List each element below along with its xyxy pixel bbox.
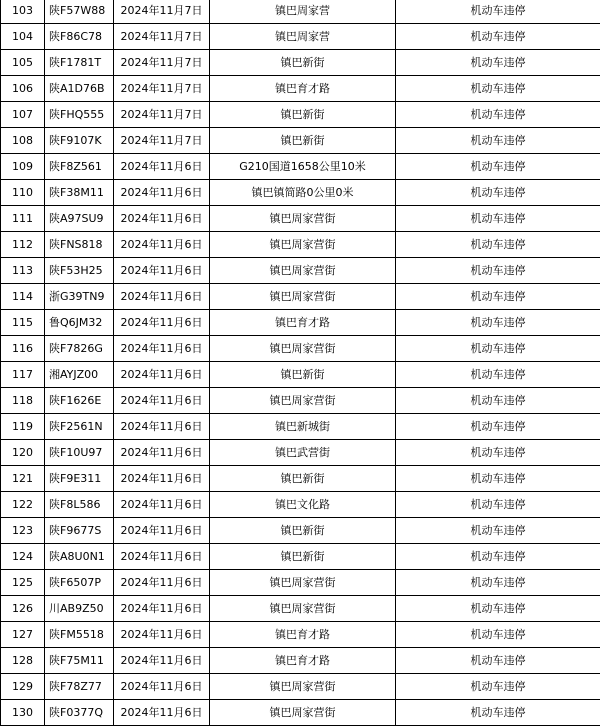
- location-cell: 镇巴育才路: [210, 622, 396, 648]
- date-cell: 2024年11月6日: [114, 232, 210, 258]
- location-cell: 镇巴周家营: [210, 0, 396, 24]
- table-row: [1, 570, 600, 596]
- violation-type-cell: 机动车违停: [396, 128, 600, 154]
- table-row: [1, 648, 600, 674]
- table-row: [1, 336, 600, 362]
- violation-type-cell: 机动车违停: [396, 674, 600, 700]
- plate-number-cell: 陕F78Z77: [45, 674, 114, 700]
- table-row: [1, 674, 600, 700]
- violation-type-cell: 机动车违停: [396, 388, 600, 414]
- record-number-cell: 130: [1, 700, 45, 726]
- date-cell: 2024年11月7日: [114, 76, 210, 102]
- record-number-cell: 123: [1, 518, 45, 544]
- table-row: [1, 206, 600, 232]
- record-number-cell: 127: [1, 622, 45, 648]
- record-number-cell: 124: [1, 544, 45, 570]
- table-row: [1, 388, 600, 414]
- record-number-cell: 118: [1, 388, 45, 414]
- table-row: [1, 24, 600, 50]
- plate-number-cell: 陕F9E311: [45, 466, 114, 492]
- plate-number-cell: 鲁Q6JM32: [45, 310, 114, 336]
- date-cell: 2024年11月6日: [114, 154, 210, 180]
- table-row: [1, 232, 600, 258]
- plate-number-cell: 陕F75M11: [45, 648, 114, 674]
- plate-number-cell: 陕F10U97: [45, 440, 114, 466]
- date-cell: 2024年11月6日: [114, 492, 210, 518]
- record-number-cell: 107: [1, 102, 45, 128]
- date-cell: 2024年11月6日: [114, 206, 210, 232]
- location-cell: 镇巴周家营街: [210, 284, 396, 310]
- violation-type-cell: 机动车违停: [396, 544, 600, 570]
- record-number-cell: 109: [1, 154, 45, 180]
- location-cell: 镇巴新街: [210, 544, 396, 570]
- violation-type-cell: 机动车违停: [396, 232, 600, 258]
- date-cell: 2024年11月6日: [114, 544, 210, 570]
- plate-number-cell: 陕F8Z561: [45, 154, 114, 180]
- violation-type-cell: 机动车违停: [396, 206, 600, 232]
- location-cell: 镇巴武营街: [210, 440, 396, 466]
- violation-type-cell: 机动车违停: [396, 492, 600, 518]
- date-cell: 2024年11月6日: [114, 414, 210, 440]
- plate-number-cell: 陕FHQ555: [45, 102, 114, 128]
- location-cell: 镇巴新街: [210, 128, 396, 154]
- date-cell: 2024年11月7日: [114, 0, 210, 24]
- table-row: [1, 180, 600, 206]
- table-row: [1, 258, 600, 284]
- date-cell: 2024年11月7日: [114, 24, 210, 50]
- record-number-cell: 105: [1, 50, 45, 76]
- record-number-cell: 111: [1, 206, 45, 232]
- record-number-cell: 122: [1, 492, 45, 518]
- date-cell: 2024年11月6日: [114, 180, 210, 206]
- violation-type-cell: 机动车违停: [396, 622, 600, 648]
- table-row: [1, 596, 600, 622]
- plate-number-cell: 陕F6507P: [45, 570, 114, 596]
- location-cell: 镇巴新街: [210, 50, 396, 76]
- date-cell: 2024年11月7日: [114, 50, 210, 76]
- record-number-cell: 108: [1, 128, 45, 154]
- plate-number-cell: 陕F2561N: [45, 414, 114, 440]
- location-cell: 镇巴育才路: [210, 76, 396, 102]
- table-row: [1, 414, 600, 440]
- record-number-cell: 117: [1, 362, 45, 388]
- plate-number-cell: 陕F7826G: [45, 336, 114, 362]
- date-cell: 2024年11月6日: [114, 596, 210, 622]
- date-cell: 2024年11月7日: [114, 102, 210, 128]
- date-cell: 2024年11月6日: [114, 362, 210, 388]
- record-number-cell: 104: [1, 24, 45, 50]
- record-number-cell: 112: [1, 232, 45, 258]
- table-row: [1, 518, 600, 544]
- plate-number-cell: 陕A97SU9: [45, 206, 114, 232]
- table-row: [1, 128, 600, 154]
- record-number-cell: 103: [1, 0, 45, 24]
- plate-number-cell: 浙G39TN9: [45, 284, 114, 310]
- location-cell: 镇巴周家营街: [210, 336, 396, 362]
- location-cell: 镇巴新街: [210, 102, 396, 128]
- violation-type-cell: 机动车违停: [396, 24, 600, 50]
- plate-number-cell: 陕F0377Q: [45, 700, 114, 726]
- date-cell: 2024年11月6日: [114, 440, 210, 466]
- records-body: [1, 0, 600, 726]
- plate-number-cell: 陕F57W88: [45, 0, 114, 24]
- table-row: [1, 700, 600, 726]
- plate-number-cell: 陕FNS818: [45, 232, 114, 258]
- record-number-cell: 116: [1, 336, 45, 362]
- table-row: [1, 154, 600, 180]
- location-cell: 镇巴周家营街: [210, 258, 396, 284]
- plate-number-cell: 陕F1781T: [45, 50, 114, 76]
- table-row: [1, 0, 600, 24]
- violation-type-cell: 机动车违停: [396, 102, 600, 128]
- date-cell: 2024年11月7日: [114, 128, 210, 154]
- table-row: [1, 76, 600, 102]
- violation-type-cell: 机动车违停: [396, 570, 600, 596]
- violation-type-cell: 机动车违停: [396, 76, 600, 102]
- record-number-cell: 121: [1, 466, 45, 492]
- record-number-cell: 106: [1, 76, 45, 102]
- plate-number-cell: 陕F86C78: [45, 24, 114, 50]
- location-cell: G210国道1658公里10米: [210, 154, 396, 180]
- violation-type-cell: 机动车违停: [396, 362, 600, 388]
- location-cell: 镇巴周家营街: [210, 596, 396, 622]
- location-cell: 镇巴新街: [210, 466, 396, 492]
- date-cell: 2024年11月6日: [114, 284, 210, 310]
- table-row: [1, 544, 600, 570]
- location-cell: 镇巴新城街: [210, 414, 396, 440]
- violation-type-cell: 机动车违停: [396, 518, 600, 544]
- plate-number-cell: 陕A1D76B: [45, 76, 114, 102]
- date-cell: 2024年11月6日: [114, 466, 210, 492]
- record-number-cell: 113: [1, 258, 45, 284]
- plate-number-cell: 陕FM5518: [45, 622, 114, 648]
- table-row: [1, 50, 600, 76]
- location-cell: 镇巴周家营街: [210, 206, 396, 232]
- violation-type-cell: 机动车违停: [396, 648, 600, 674]
- location-cell: 镇巴育才路: [210, 310, 396, 336]
- violation-type-cell: 机动车违停: [396, 700, 600, 726]
- violation-type-cell: 机动车违停: [396, 50, 600, 76]
- plate-number-cell: 湘AYJZ00: [45, 362, 114, 388]
- date-cell: 2024年11月6日: [114, 310, 210, 336]
- location-cell: 镇巴周家营: [210, 24, 396, 50]
- record-number-cell: 129: [1, 674, 45, 700]
- date-cell: 2024年11月6日: [114, 518, 210, 544]
- location-cell: 镇巴周家营街: [210, 700, 396, 726]
- record-number-cell: 120: [1, 440, 45, 466]
- violation-type-cell: 机动车违停: [396, 0, 600, 24]
- location-cell: 镇巴镇简路0公里0米: [210, 180, 396, 206]
- violation-type-cell: 机动车违停: [396, 336, 600, 362]
- plate-number-cell: 陕F38M11: [45, 180, 114, 206]
- date-cell: 2024年11月6日: [114, 622, 210, 648]
- violation-type-cell: 机动车违停: [396, 154, 600, 180]
- plate-number-cell: 陕F9107K: [45, 128, 114, 154]
- record-number-cell: 126: [1, 596, 45, 622]
- table-row: [1, 102, 600, 128]
- table-row: [1, 492, 600, 518]
- violation-type-cell: 机动车违停: [396, 284, 600, 310]
- table-row: [1, 310, 600, 336]
- violation-type-cell: 机动车违停: [396, 310, 600, 336]
- date-cell: 2024年11月6日: [114, 570, 210, 596]
- location-cell: 镇巴育才路: [210, 648, 396, 674]
- date-cell: 2024年11月6日: [114, 388, 210, 414]
- violation-type-cell: 机动车违停: [396, 466, 600, 492]
- plate-number-cell: 陕A8U0N1: [45, 544, 114, 570]
- date-cell: 2024年11月6日: [114, 648, 210, 674]
- location-cell: 镇巴周家营街: [210, 232, 396, 258]
- location-cell: 镇巴周家营街: [210, 674, 396, 700]
- location-cell: 镇巴新街: [210, 362, 396, 388]
- plate-number-cell: 陕F8L586: [45, 492, 114, 518]
- record-number-cell: 128: [1, 648, 45, 674]
- plate-number-cell: 川AB9Z50: [45, 596, 114, 622]
- date-cell: 2024年11月6日: [114, 258, 210, 284]
- date-cell: 2024年11月6日: [114, 336, 210, 362]
- location-cell: 镇巴周家营街: [210, 570, 396, 596]
- violation-type-cell: 机动车违停: [396, 596, 600, 622]
- table-row: [1, 622, 600, 648]
- table-row: [1, 466, 600, 492]
- record-number-cell: 125: [1, 570, 45, 596]
- violation-type-cell: 机动车违停: [396, 414, 600, 440]
- location-cell: 镇巴周家营街: [210, 388, 396, 414]
- violation-type-cell: 机动车违停: [396, 180, 600, 206]
- record-number-cell: 110: [1, 180, 45, 206]
- table-row: [1, 284, 600, 310]
- date-cell: 2024年11月6日: [114, 700, 210, 726]
- table-row: [1, 362, 600, 388]
- plate-number-cell: 陕F1626E: [45, 388, 114, 414]
- plate-number-cell: 陕F9677S: [45, 518, 114, 544]
- record-number-cell: 119: [1, 414, 45, 440]
- record-number-cell: 114: [1, 284, 45, 310]
- violation-type-cell: 机动车违停: [396, 440, 600, 466]
- plate-number-cell: 陕F53H25: [45, 258, 114, 284]
- location-cell: 镇巴新街: [210, 518, 396, 544]
- location-cell: 镇巴文化路: [210, 492, 396, 518]
- table-row: [1, 440, 600, 466]
- date-cell: 2024年11月6日: [114, 674, 210, 700]
- violation-type-cell: 机动车违停: [396, 258, 600, 284]
- record-number-cell: 115: [1, 310, 45, 336]
